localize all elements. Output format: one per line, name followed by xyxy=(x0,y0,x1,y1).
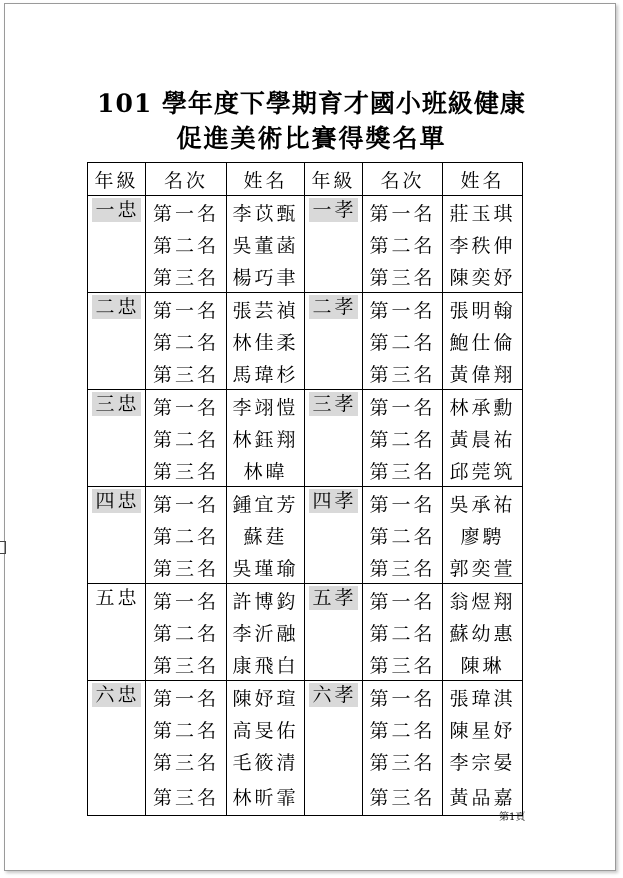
right-rank-cell: 第一名 xyxy=(363,293,443,326)
right-grade-cell xyxy=(305,228,363,260)
right-grade-cell xyxy=(305,777,363,816)
right-rank-cell: 第一名 xyxy=(363,681,443,714)
left-rank-cell: 第二名 xyxy=(146,325,227,357)
right-rank-cell: 第三名 xyxy=(363,454,443,487)
left-grade-cell xyxy=(88,616,146,648)
left-grade-cell xyxy=(88,745,146,777)
table-row xyxy=(88,260,523,293)
right-name-cell: 陳奕妤 xyxy=(443,260,523,293)
left-rank-cell: 第一名 xyxy=(146,487,227,520)
table-row xyxy=(88,648,523,681)
left-name-cell: 林昕霏 xyxy=(227,777,305,816)
left-name-cell: 張芸禎 xyxy=(227,293,305,326)
right-grade-cell xyxy=(305,713,363,745)
right-name-cell: 郭奕萱 xyxy=(443,551,523,584)
right-rank-cell: 第二名 xyxy=(363,713,443,745)
right-name-cell: 張明翰 xyxy=(443,293,523,326)
right-grade-cell xyxy=(305,681,363,714)
right-name-cell: 邱莞筑 xyxy=(443,454,523,487)
right-grade-cell xyxy=(305,584,363,617)
table-row xyxy=(88,454,523,487)
left-grade-cell xyxy=(88,487,146,520)
right-grade-cell xyxy=(305,454,363,487)
left-name-cell: 林暐 xyxy=(227,454,305,487)
right-name-cell: 陳星妤 xyxy=(443,713,523,745)
grade-label: 四孝 xyxy=(309,489,357,513)
left-name-cell: 吳瑾瑜 xyxy=(227,551,305,584)
right-grade-cell xyxy=(305,648,363,681)
grade-label: 四忠 xyxy=(92,489,140,513)
right-grade-cell xyxy=(305,551,363,584)
right-grade-cell xyxy=(305,325,363,357)
right-grade-cell xyxy=(305,260,363,293)
left-name-cell: 林鈺翔 xyxy=(227,422,305,454)
left-rank-cell: 第二名 xyxy=(146,228,227,260)
grade-label: 五孝 xyxy=(309,586,357,610)
left-name-cell: 林佳柔 xyxy=(227,325,305,357)
left-grade-cell xyxy=(88,584,146,617)
right-grade-cell xyxy=(305,357,363,390)
left-name-cell: 蘇莛 xyxy=(227,519,305,551)
left-rank-cell: 第三名 xyxy=(146,357,227,390)
left-grade-cell xyxy=(88,551,146,584)
right-rank-cell: 第三名 xyxy=(363,648,443,681)
left-rank-cell: 第三名 xyxy=(146,260,227,293)
left-name-cell: 吳董菡 xyxy=(227,228,305,260)
header-cell: 年級 xyxy=(88,163,146,196)
right-name-cell: 吳承祐 xyxy=(443,487,523,520)
left-name-cell: 鍾宜芳 xyxy=(227,487,305,520)
grade-label: 三孝 xyxy=(309,392,357,416)
left-grade-cell xyxy=(88,422,146,454)
left-rank-cell: 第三名 xyxy=(146,551,227,584)
left-grade-cell xyxy=(88,519,146,551)
grade-label: 一孝 xyxy=(309,198,357,222)
right-rank-cell: 第一名 xyxy=(363,487,443,520)
left-name-cell: 許博鈞 xyxy=(227,584,305,617)
left-name-cell: 李翊愷 xyxy=(227,390,305,423)
right-rank-cell: 第二名 xyxy=(363,519,443,551)
left-grade-cell xyxy=(88,357,146,390)
table-row xyxy=(88,487,523,520)
table-row xyxy=(88,616,523,648)
left-rank-cell: 第三名 xyxy=(146,454,227,487)
right-rank-cell: 第三名 xyxy=(363,357,443,390)
right-grade-cell xyxy=(305,196,363,229)
right-rank-cell: 第三名 xyxy=(363,551,443,584)
table-row xyxy=(88,584,523,617)
table-row xyxy=(88,551,523,584)
table-row xyxy=(88,228,523,260)
right-grade-cell xyxy=(305,390,363,423)
left-rank-cell: 第一名 xyxy=(146,293,227,326)
table-row xyxy=(88,422,523,454)
header-cell: 姓名 xyxy=(227,163,305,196)
right-name-cell: 翁煜翔 xyxy=(443,584,523,617)
right-name-cell: 黃偉翔 xyxy=(443,357,523,390)
table-row xyxy=(88,713,523,745)
table-row xyxy=(88,777,523,816)
grade-label: 二孝 xyxy=(309,295,357,319)
right-name-cell: 林承勳 xyxy=(443,390,523,423)
grade-label: 二忠 xyxy=(92,295,140,319)
left-grade-cell xyxy=(88,228,146,260)
right-name-cell: 蘇幼惠 xyxy=(443,616,523,648)
left-rank-cell: 第二名 xyxy=(146,519,227,551)
right-rank-cell: 第三名 xyxy=(363,777,443,816)
left-rank-cell: 第一名 xyxy=(146,584,227,617)
table-row xyxy=(88,745,523,777)
awards-table xyxy=(87,162,523,816)
left-name-cell: 馬瑋杉 xyxy=(227,357,305,390)
right-name-cell: 莊玉琪 xyxy=(443,196,523,229)
left-grade-cell xyxy=(88,196,146,229)
grade-label: 五忠 xyxy=(95,587,140,609)
page-edge-marker xyxy=(0,541,6,554)
right-name-cell: 張瑋淇 xyxy=(443,681,523,714)
grade-label: 一忠 xyxy=(92,198,140,222)
table-row xyxy=(88,293,523,326)
page-number: 第1頁 xyxy=(499,812,526,823)
left-name-cell: 李沂融 xyxy=(227,616,305,648)
left-name-cell: 楊巧聿 xyxy=(227,260,305,293)
left-rank-cell: 第二名 xyxy=(146,713,227,745)
right-name-cell: 黃晨祐 xyxy=(443,422,523,454)
left-grade-cell xyxy=(88,454,146,487)
right-rank-cell: 第一名 xyxy=(363,196,443,229)
right-name-cell: 黃品嘉 xyxy=(443,777,523,816)
page-title-line-1: 101 學年度下學期育才國小班級健康 xyxy=(97,89,526,118)
right-grade-cell xyxy=(305,422,363,454)
right-name-cell: 廖騁 xyxy=(443,519,523,551)
right-rank-cell: 第二名 xyxy=(363,616,443,648)
left-grade-cell xyxy=(88,325,146,357)
right-grade-cell xyxy=(305,745,363,777)
grade-label: 三忠 xyxy=(92,392,140,416)
left-rank-cell: 第三名 xyxy=(146,648,227,681)
left-rank-cell: 第二名 xyxy=(146,422,227,454)
table-row xyxy=(88,681,523,714)
left-grade-cell xyxy=(88,390,146,423)
table-row xyxy=(88,196,523,229)
table-row xyxy=(88,357,523,390)
right-rank-cell: 第一名 xyxy=(363,584,443,617)
header-cell: 年級 xyxy=(305,163,363,196)
table-row xyxy=(88,390,523,423)
page-title-line-2: 促進美術比賽得獎名單 xyxy=(176,124,447,153)
right-name-cell: 李宗晏 xyxy=(443,745,523,777)
left-rank-cell: 第一名 xyxy=(146,196,227,229)
header-cell: 名次 xyxy=(146,163,227,196)
left-rank-cell: 第三名 xyxy=(146,745,227,777)
right-name-cell: 鮑仕倫 xyxy=(443,325,523,357)
right-rank-cell: 第三名 xyxy=(363,745,443,777)
right-grade-cell xyxy=(305,293,363,326)
right-rank-cell: 第二名 xyxy=(363,325,443,357)
right-rank-cell: 第二名 xyxy=(363,422,443,454)
grade-label: 六忠 xyxy=(92,683,140,707)
left-name-cell: 康飛白 xyxy=(227,648,305,681)
left-rank-cell: 第一名 xyxy=(146,390,227,423)
right-rank-cell: 第二名 xyxy=(363,228,443,260)
left-name-cell: 李苡甄 xyxy=(227,196,305,229)
left-grade-cell xyxy=(88,648,146,681)
right-name-cell: 陳琳 xyxy=(443,648,523,681)
right-rank-cell: 第一名 xyxy=(363,390,443,423)
table-row xyxy=(88,325,523,357)
left-grade-cell xyxy=(88,777,146,816)
left-grade-cell xyxy=(88,713,146,745)
left-grade-cell xyxy=(88,260,146,293)
grade-label: 六孝 xyxy=(309,683,357,707)
left-grade-cell xyxy=(88,293,146,326)
right-grade-cell xyxy=(305,519,363,551)
header-cell: 姓名 xyxy=(443,163,523,196)
left-name-cell: 陳妤瑄 xyxy=(227,681,305,714)
left-name-cell: 高旻佑 xyxy=(227,713,305,745)
right-grade-cell xyxy=(305,487,363,520)
table-header-row xyxy=(88,163,523,196)
right-grade-cell xyxy=(305,616,363,648)
left-rank-cell: 第一名 xyxy=(146,681,227,714)
header-cell: 名次 xyxy=(363,163,443,196)
left-rank-cell: 第二名 xyxy=(146,616,227,648)
left-rank-cell: 第三名 xyxy=(146,777,227,816)
right-name-cell: 李秩伸 xyxy=(443,228,523,260)
left-grade-cell xyxy=(88,681,146,714)
table-row xyxy=(88,519,523,551)
right-rank-cell: 第三名 xyxy=(363,260,443,293)
left-name-cell: 毛筱清 xyxy=(227,745,305,777)
